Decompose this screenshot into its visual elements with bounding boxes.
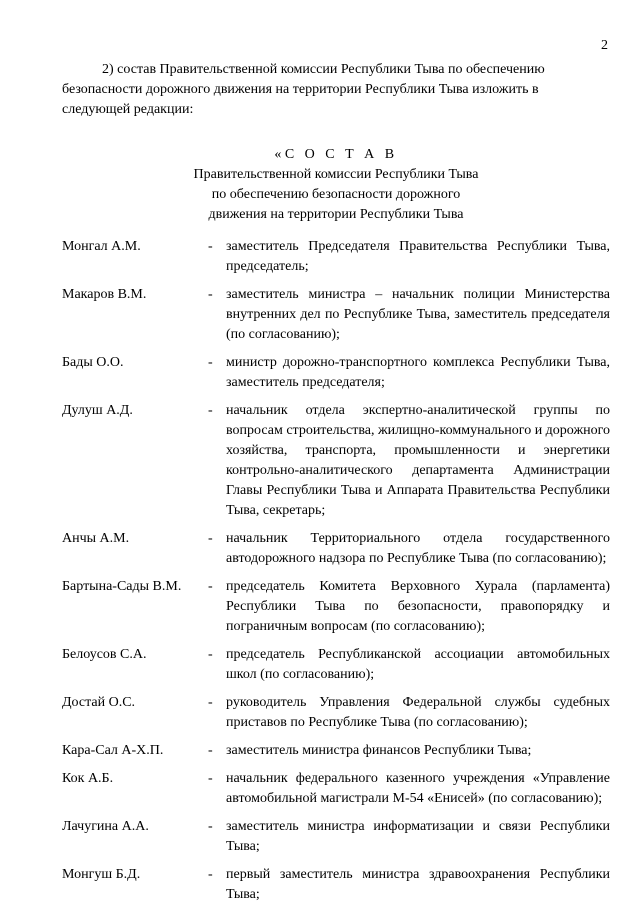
member-role: заместитель министра информатизации и связи Республики Тыва; (226, 819, 610, 854)
member-row (62, 577, 610, 637)
heading-line: по обеспечению безопасности дорожного (211, 187, 461, 202)
page-number: 2 (601, 38, 608, 53)
member-dash: - (208, 695, 213, 710)
member-role: министр дорожно-транспортного комплекса Республики Тыва, заместитель председателя; (226, 355, 610, 390)
member-row (62, 237, 610, 277)
member-role: заместитель министра – начальник полиции Министерства внутренних дел по Республике Тыва, заместитель председателя (по согласованию); (226, 287, 610, 342)
heading-line: Правительственной комиссии Республики Тыва (193, 167, 479, 182)
member-row (62, 401, 610, 521)
member-dash: - (208, 867, 213, 882)
member-row (62, 741, 610, 761)
heading-title: «С О С Т А В (274, 147, 398, 162)
member-name: Дулуш А.Д. (62, 403, 133, 418)
member-row (62, 285, 610, 345)
intro-paragraph (62, 60, 610, 120)
member-role: председатель Республиканской ассоциации автомобильных школ (по согласованию); (226, 647, 610, 682)
member-dash: - (208, 579, 213, 594)
member-dash: - (208, 239, 213, 254)
member-role: руководитель Управления Федеральной службы судебных приставов по Республике Тыва (по согласованию); (226, 695, 610, 730)
member-role: начальник Территориального отдела государственного автодорожного надзора по Республике Тыва (по согласованию); (226, 531, 610, 566)
member-dash: - (208, 771, 213, 786)
member-row (62, 529, 610, 569)
member-dash: - (208, 403, 213, 418)
member-role: начальник федерального казенного учреждения «Управление автомобильной магистрали М-54 «Енисей» (по согласованию); (226, 771, 610, 806)
member-name: Макаров В.М. (62, 287, 147, 302)
member-name: Кок А.Б. (62, 771, 114, 786)
member-dash: - (208, 287, 213, 302)
member-role: заместитель Председателя Правительства Республики Тыва, председатель; (226, 239, 610, 274)
member-name: Монгуш Б.Д. (62, 867, 141, 882)
heading-line: движения на территории Республики Тыва (208, 207, 464, 222)
member-role: первый заместитель министра здравоохранения Республики Тыва; (226, 867, 610, 902)
member-name: Достай О.С. (62, 695, 136, 710)
member-role: заместитель министра финансов Республики Тыва; (226, 743, 532, 758)
composition-heading (62, 145, 610, 225)
member-row (62, 769, 610, 809)
member-row (62, 693, 610, 733)
member-row (62, 817, 610, 857)
member-dash: - (208, 819, 213, 834)
intro-line: безопасности дорожного движения на территории Республики Тыва изложить в (62, 82, 539, 97)
member-row (62, 353, 610, 393)
member-name: Кара-Сал А-Х.П. (62, 743, 164, 758)
member-name: Лачугина А.А. (62, 819, 149, 834)
member-row (62, 865, 610, 905)
member-name: Бады О.О. (62, 355, 124, 370)
member-row (62, 645, 610, 685)
member-name: Бартына-Сады В.М. (62, 579, 182, 594)
member-name: Монгал А.М. (62, 239, 141, 254)
members-list (62, 237, 610, 913)
member-name: Анчы А.М. (62, 531, 130, 546)
intro-line: следующей редакции: (62, 102, 194, 117)
member-dash: - (208, 531, 213, 546)
member-role: начальник отдела экспертно-аналитической группы по вопросам строительства, жилищно-коммунального и дорожного хозяйства, транспорта, промышленности и энергетики контрольно-аналитического департамента Администрации Главы Республики Тыва и Аппарата Правительства Республики Тыва, секретарь; (226, 403, 611, 518)
member-dash: - (208, 647, 213, 662)
member-dash: - (208, 355, 213, 370)
member-dash: - (208, 743, 213, 758)
member-role: председатель Комитета Верховного Хурала (парламента) Республики Тыва по безопасности, правопорядку и пограничным вопросам (по согласованию); (226, 579, 610, 634)
member-name: Белоусов С.А. (62, 647, 147, 662)
intro-line: 2) состав Правительственной комиссии Республики Тыва по обеспечению (102, 62, 545, 77)
